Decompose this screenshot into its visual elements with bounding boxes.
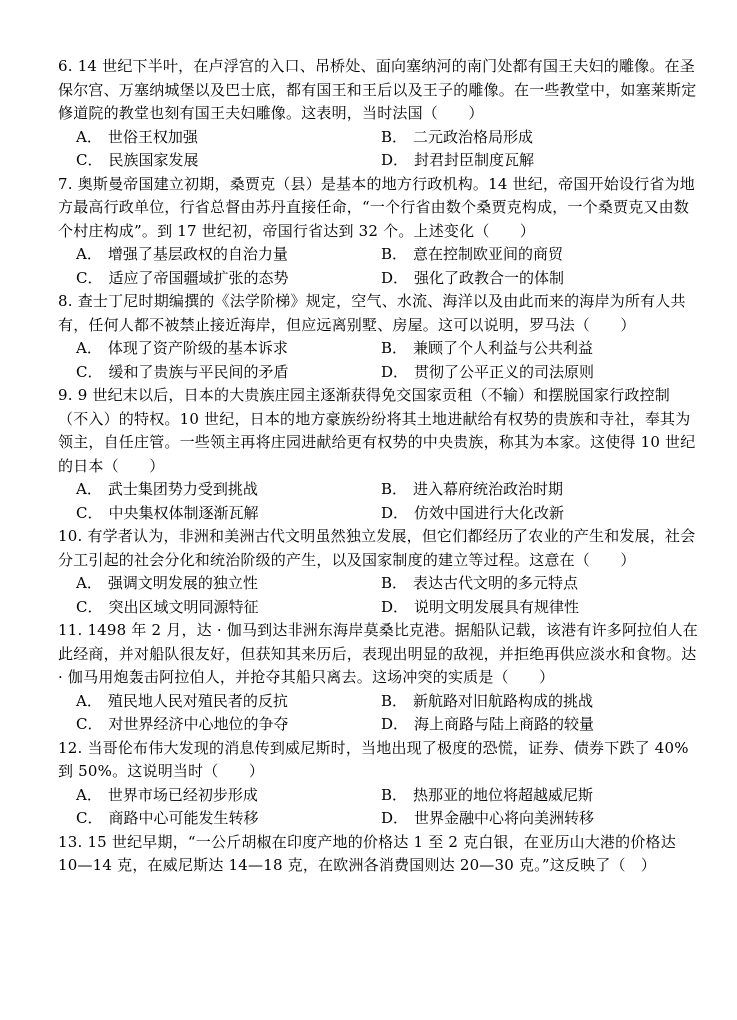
question-13-stem <box>58 831 698 878</box>
option-letter: D． <box>381 715 409 733</box>
option-d[interactable] <box>381 502 686 526</box>
option-c[interactable] <box>76 713 381 737</box>
question-9-options <box>76 478 696 525</box>
question-number: 6. <box>58 57 73 75</box>
question-text: 15 世纪早期，“一公斤胡椒在印度产地的价格达 1 至 2 克白银，在亚历山大港的价格达 10—14 克，在威尼斯达 14—18 克，在欧洲各消费国则达 20—30 克。”这反映了（ ） <box>58 832 676 874</box>
option-d[interactable] <box>381 807 686 831</box>
option-b[interactable] <box>381 690 686 714</box>
question-text: 9 世纪末以后，日本的大贵族庄园主逐渐获得免交国家贡租（不输）和摆脱国家行政控制（不入）的特权。10 世纪，日本的地方豪族纷纷将其土地进献给有权势的贵族和寺社，奉其为领主，自任庄管。一些领主再将庄园进献给更有权势的中央贵族，称其为本家。这使得 10 世纪的日本（ ） <box>58 386 696 475</box>
option-a[interactable] <box>76 572 381 596</box>
option-text: 表达古代文明的多元特点 <box>413 574 579 592</box>
option-letter: D． <box>381 597 409 616</box>
option-letter: B． <box>381 339 408 357</box>
option-text: 对世界经济中心地位的争夺 <box>108 715 289 733</box>
option-letter: A． <box>76 691 102 710</box>
option-text: 仿效中国进行大化改新 <box>414 503 565 522</box>
option-b[interactable] <box>381 337 686 361</box>
option-d[interactable] <box>381 361 686 385</box>
question-8-options <box>76 337 696 384</box>
option-letter: A． <box>76 785 102 804</box>
option-a[interactable] <box>76 337 381 361</box>
question-10-options <box>76 572 696 619</box>
option-text: 世俗王权加强 <box>107 127 198 146</box>
option-text: 世界市场已经初步形成 <box>107 785 258 804</box>
question-11-options <box>76 690 696 737</box>
option-letter: A． <box>76 574 102 592</box>
option-text: 兼顾了个人利益与公共利益 <box>413 339 594 357</box>
question-number: 13. <box>58 832 83 851</box>
option-letter: D． <box>381 268 409 287</box>
question-text: 当哥伦布伟大发现的消息传到威尼斯时，当地出现了极度的恐慌，证券、债券下跌了 40%到 50%。这说明当时（ ） <box>58 738 689 780</box>
question-6-options <box>76 126 696 173</box>
question-text: 14 世纪下半叶，在卢浮宫的入口、吊桥处、面向塞纳河的南门处都有国王夫妇的雕像。在圣保尔宫、万塞纳城堡以及巴士底，都有国王和王后以及王子的雕像。在一些教堂中，如塞莱斯定修道院的教堂也刻有国王夫妇雕像。这表明，当时法国（ ） <box>58 57 697 122</box>
question-number: 10. <box>58 527 83 545</box>
option-c[interactable] <box>76 361 381 385</box>
option-b[interactable] <box>381 784 686 808</box>
option-letter: A． <box>76 480 102 498</box>
option-letter: B． <box>381 245 408 263</box>
option-text: 中央集权体制逐渐瓦解 <box>108 503 259 522</box>
question-number: 8. <box>58 292 73 310</box>
option-d[interactable] <box>381 149 686 173</box>
option-b[interactable] <box>381 243 686 267</box>
option-letter: A． <box>76 127 102 146</box>
option-text: 殖民地人民对殖民者的反抗 <box>107 691 288 710</box>
question-10-stem <box>58 525 698 572</box>
question-8-stem <box>58 290 698 337</box>
option-letter: B． <box>381 480 408 498</box>
question-number: 9. <box>58 386 73 404</box>
option-text: 贯彻了公平正义的司法原则 <box>414 362 595 381</box>
option-text: 体现了资产阶级的基本诉求 <box>107 339 288 357</box>
exam-page <box>0 55 737 878</box>
question-text: 查士丁尼时期编撰的《法学阶梯》规定，空气、水流、海洋以及由此而来的海岸为所有人共有，任何人都不被禁止接近海岸，但应远离别墅、房屋。这可以说明，罗马法（ ） <box>58 292 686 334</box>
option-b[interactable] <box>381 126 686 150</box>
option-letter: C． <box>76 597 103 616</box>
option-text: 突出区域文明同源特征 <box>108 597 259 616</box>
option-text: 武士集团势力受到挑战 <box>107 480 258 498</box>
option-letter: C． <box>76 362 103 381</box>
option-b[interactable] <box>381 478 686 502</box>
option-letter: C． <box>76 151 103 169</box>
option-text: 增强了基层政权的自治力量 <box>107 245 288 263</box>
option-a[interactable] <box>76 126 381 150</box>
question-text: 1498 年 2 月，达 · 伽马到达非洲东海岸莫桑比克港。据船队记载，该港有许多阿拉伯人在此经商，并对船队很友好，但获知其来历后，表现出明显的敌视，并拒绝再供应淡水和食物。达 · 伽马用炮轰击阿拉伯人，并抢夺其船只离去。这场冲突的实质是（ ） <box>58 621 698 686</box>
option-text: 意在控制欧亚间的商贸 <box>413 245 564 263</box>
question-7-options <box>76 243 696 290</box>
option-b[interactable] <box>381 572 686 596</box>
option-letter: C． <box>76 715 103 733</box>
option-letter: D． <box>381 362 409 381</box>
question-7-stem <box>58 173 698 244</box>
option-a[interactable] <box>76 243 381 267</box>
option-d[interactable] <box>381 267 686 291</box>
option-c[interactable] <box>76 807 381 831</box>
question-9-stem <box>58 384 698 478</box>
option-d[interactable] <box>381 713 686 737</box>
option-text: 强调文明发展的独立性 <box>107 574 258 592</box>
option-letter: B． <box>381 785 408 804</box>
option-d[interactable] <box>381 596 686 620</box>
question-number: 12. <box>58 738 83 757</box>
option-letter: C． <box>76 268 103 287</box>
option-a[interactable] <box>76 690 381 714</box>
option-text: 世界金融中心将向美洲转移 <box>414 809 595 827</box>
option-letter: C． <box>76 503 103 522</box>
option-text: 封君封臣制度瓦解 <box>414 151 535 169</box>
option-text: 热那亚的地位将超越威尼斯 <box>413 785 594 804</box>
option-text: 海上商路与陆上商路的较量 <box>414 715 595 733</box>
option-letter: C． <box>76 809 103 827</box>
question-number: 11. <box>58 621 83 639</box>
question-11-stem <box>58 619 698 690</box>
option-text: 说明文明发展具有规律性 <box>414 597 580 616</box>
option-letter: A． <box>76 245 102 263</box>
option-letter: B． <box>381 574 408 592</box>
question-12-stem <box>58 737 698 784</box>
option-text: 进入幕府统治政治时期 <box>413 480 564 498</box>
option-text: 强化了政教合一的体制 <box>414 268 565 287</box>
question-text: 有学者认为，非洲和美洲古代文明虽然独立发展，但它们都经历了农业的产生和发展，社会分工引起的社会分化和统治阶级的产生，以及国家制度的建立等过程。这意在（ ） <box>58 527 696 569</box>
option-a[interactable] <box>76 784 381 808</box>
option-c[interactable] <box>76 596 381 620</box>
question-number: 7. <box>58 174 73 193</box>
option-text: 二元政治格局形成 <box>413 127 534 146</box>
option-letter: B． <box>381 691 408 710</box>
option-text: 缓和了贵族与平民间的矛盾 <box>108 362 289 381</box>
question-text: 奥斯曼帝国建立初期，桑贾克（县）是基本的地方行政机构。14 世纪，帝国开始设行省为地方最高行政单位，行省总督由苏丹直接任命，“一个行省由数个桑贾克构成，一个桑贾克又由数个村庄构成”。到 17 世纪初，帝国行省达到 32 个。上述变化（ ） <box>58 174 695 240</box>
option-letter: B． <box>381 127 408 146</box>
option-text: 适应了帝国疆域扩张的态势 <box>108 268 289 287</box>
option-text: 商路中心可能发生转移 <box>108 809 259 827</box>
option-c[interactable] <box>76 149 381 173</box>
question-12-options <box>76 784 696 831</box>
option-a[interactable] <box>76 478 381 502</box>
option-letter: A． <box>76 339 102 357</box>
option-text: 新航路对旧航路构成的挑战 <box>413 691 594 710</box>
question-6-stem <box>58 55 698 126</box>
option-c[interactable] <box>76 502 381 526</box>
option-letter: D． <box>381 151 409 169</box>
option-text: 民族国家发展 <box>108 151 199 169</box>
option-letter: D． <box>381 503 409 522</box>
option-letter: D． <box>381 809 409 827</box>
option-c[interactable] <box>76 267 381 291</box>
